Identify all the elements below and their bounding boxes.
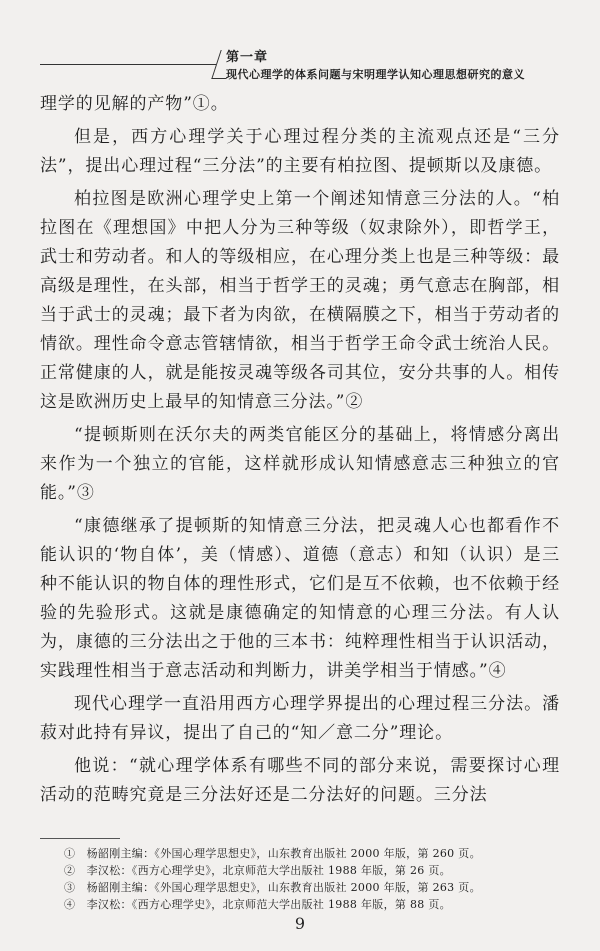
chapter-subtitle: 现代心理学的体系问题与宋明理学认知心理思想研究的意义 bbox=[226, 68, 525, 81]
body-text bbox=[40, 90, 560, 810]
paragraph: 他说：“就心理学体系有哪些不同的部分来说，需要探讨心理活动的范畴究竟是三分法好还是二分法好的问题。三分法 bbox=[40, 756, 560, 805]
paragraph: “提顿斯则在沃尔夫的两类官能区分的基础上，将情感分离出来作为一个独立的官能，这样就形成认知情感意志三种独立的官能。”③ bbox=[40, 425, 560, 503]
paragraph: 但是，西方心理学关于心理过程分类的主流观点还是“三分法”，提出心理过程“三分法”的主要有柏拉图、提顿斯以及康德。 bbox=[40, 127, 560, 176]
paragraph: 柏拉图是欧洲心理学史上第一个阐述知情意三分法的人。“柏拉图在《理想国》中把人分为三种等级（奴隶除外），即哲学王，武士和劳动者。和人的等级相应，在心理分类上也是三种等级：最高级是理性，在头部，相当于哲学王的灵魂；勇气意志在胸部，相当于武士的灵魂；最下者为肉欲，在横隔膜之下，相当于劳动者的情欲。理性命令意志管辖情欲，相当于哲学王命令武士统治人民。正常健康的人，就是能按灵魂等级各司其位，安分共事的人。相传这是欧洲历史上最早的知情意三分法。”② bbox=[40, 189, 560, 412]
paragraph: “康德继承了提顿斯的知情意三分法，把灵魂人心也都看作不能认识的‘物自体’，美（情感）、道德（意志）和知（认识）是三种不能认识的物自体的理性形式，它们是互不依赖，也不依赖于经验的先验形式。这就是康德确定的知情意的心理三分法。有人认为，康德的三分法出之于他的三本书：纯粹理性相当于认识活动，实践理性相当于意志活动和判断力，讲美学相当于情感。”④ bbox=[40, 516, 560, 681]
footnote: ① 杨韶刚主编：《外国心理学思想史》，山东教育出版社 2000 年版，第 260 页。 bbox=[64, 847, 481, 860]
paragraph-continuation: 理学的见解的产物”①。 bbox=[40, 94, 229, 114]
chapter-label: 第一章 bbox=[226, 50, 269, 65]
footnote-rule bbox=[40, 838, 120, 839]
footnotes bbox=[40, 838, 560, 913]
paragraph: 现代心理学一直沿用西方心理学界提出的心理过程三分法。潘菽对此持有异议，提出了自己的“知／意二分”理论。 bbox=[40, 694, 560, 743]
footnote: ③ 杨韶刚主编：《外国心理学思想史》，山东教育出版社 2000 年版，第 263 页。 bbox=[64, 881, 481, 894]
footnote: ② 李汉松：《西方心理学史》，北京师范大学出版社 1988 年版，第 26 页。 bbox=[64, 864, 451, 877]
page-number: 9 bbox=[294, 914, 306, 933]
header-rule bbox=[40, 64, 216, 65]
footnote: ④ 李汉松：《西方心理学史》，北京师范大学出版社 1988 年版，第 88 页。 bbox=[64, 898, 451, 911]
running-header bbox=[40, 22, 568, 84]
